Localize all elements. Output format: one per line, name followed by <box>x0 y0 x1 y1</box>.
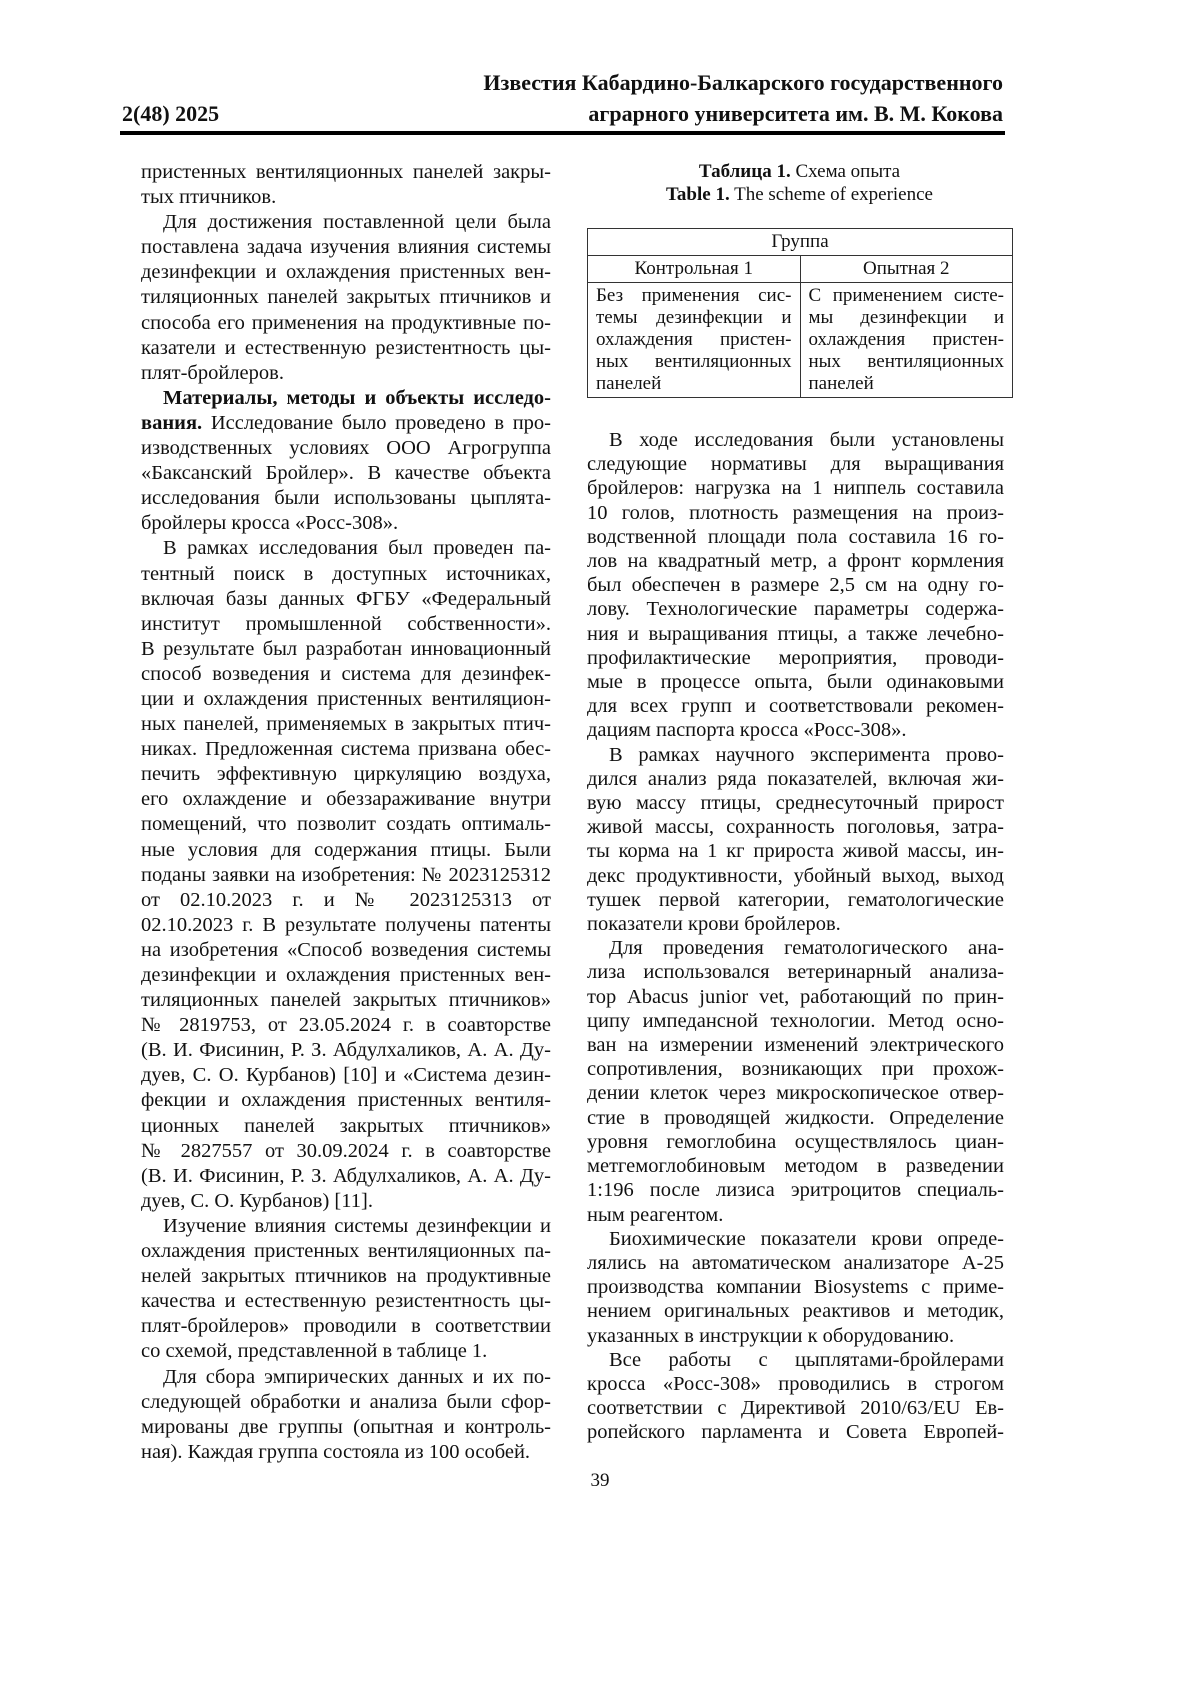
table-cell-line: охлаждения пристен- <box>596 329 792 351</box>
text-line: помещений, что позволит создать оптималь- <box>141 812 551 837</box>
text-line: фекции и охлаждения пристенных вентиля- <box>141 1088 551 1113</box>
header-rule <box>120 131 1005 135</box>
text-line: мые в процессе опыта, были одинаковыми <box>587 670 1004 694</box>
text-line <box>141 386 551 411</box>
text-line: указанных в инструкции к оборудованию. <box>587 1324 1004 1348</box>
paragraph <box>587 743 1004 937</box>
text-line: дуев, С. О. Курбанов) [10] и «Система дезин- <box>141 1063 551 1088</box>
text-line: от 02.10.2023 г. и № 2023125313 от <box>141 888 551 913</box>
text-line: бройлеры кросса «Росс-308». <box>141 511 551 536</box>
table-group-header: Группа <box>588 229 1013 256</box>
text-line: для всех групп и соответствовали рекомен- <box>587 694 1004 718</box>
text-line: ные условия для содержания птицы. Были <box>141 838 551 863</box>
text-line: тиляционных панелей закрытых птичников» <box>141 988 551 1013</box>
paragraph <box>587 428 1004 743</box>
text-line: дении клеток через микроскопическое отвер- <box>587 1081 1004 1105</box>
right-column <box>587 428 1004 1445</box>
text-line: его охлаждение и обеззараживание внутри <box>141 787 551 812</box>
journal-title-line-1: Известия Кабардино-Балкарского государственного <box>483 70 1003 96</box>
text-line: лиза использовался ветеринарный анализа- <box>587 960 1004 984</box>
table-cell-control <box>588 283 801 398</box>
paragraph <box>141 210 551 386</box>
text-line: ван на измерении изменений электрического <box>587 1033 1004 1057</box>
text-line: 02.10.2023 г. В результате получены патенты <box>141 913 551 938</box>
text-line: качества и естественную резистентность цы- <box>141 1289 551 1314</box>
text-line: тушек первой категории, гематологические <box>587 888 1004 912</box>
text-line: вую массу птицы, среднесуточный прирост <box>587 791 1004 815</box>
text-line: Изучение влияния системы дезинфекции и <box>141 1214 551 1239</box>
text-line: водственной площади пола составила 16 го- <box>587 525 1004 549</box>
text-line: Для сбора эмпирических данных и их по- <box>141 1365 551 1390</box>
text-line: нением оригинальных реактивов и методик, <box>587 1299 1004 1323</box>
text-line: тых птичников. <box>141 185 551 210</box>
text-line: В рамках исследования был проведен па- <box>141 536 551 561</box>
paragraph <box>141 536 551 1214</box>
text-line: № 2827557 от 30.09.2024 г. в соавторстве <box>141 1139 551 1164</box>
text-line: производства компании Biosystems с приме- <box>587 1275 1004 1299</box>
table-cell-line: мы дезинфекции и <box>809 307 1005 329</box>
paragraph <box>141 1214 551 1365</box>
experiment-scheme-table <box>587 228 1013 398</box>
text-line: стие в проводящей жидкости. Определение <box>587 1106 1004 1130</box>
table-cell-line: охлаждения пристен- <box>809 329 1005 351</box>
paragraph <box>587 936 1004 1226</box>
text-line: плят-бройлеров. <box>141 361 551 386</box>
text-line: ты корма на 1 кг прироста живой массы, ин- <box>587 839 1004 863</box>
text-line: дуев, С. О. Курбанов) [11]. <box>141 1189 551 1214</box>
text-line: был обеспечен в размере 2,5 см на одну го- <box>587 573 1004 597</box>
table-caption <box>587 160 1012 206</box>
text-line: никах. Предложенная система призвана обес- <box>141 737 551 762</box>
text-line: пристенных вентиляционных панелей закры- <box>141 160 551 185</box>
issue-number: 2(48) 2025 <box>122 101 219 127</box>
table-cell-experimental <box>800 283 1013 398</box>
text-line: ния и выращивания птицы, а также лечебно- <box>587 622 1004 646</box>
text-line: следующей обработки и анализа были сфор- <box>141 1390 551 1415</box>
text-line: В ходе исследования были установлены <box>587 428 1004 452</box>
text-line: В рамках научного эксперимента прово- <box>587 743 1004 767</box>
text-line: ропейского парламента и Совета Европей- <box>587 1420 1004 1444</box>
text-line: Биохимические показатели крови опреде- <box>587 1227 1004 1251</box>
text-line: печить эффективную циркуляцию воздуха, <box>141 762 551 787</box>
text-line: дезинфекции и охлаждения пристенных вен- <box>141 963 551 988</box>
text-line: казатели и естественную резистентность цы- <box>141 336 551 361</box>
text-line: плят-бройлеров» проводили в соответствии <box>141 1314 551 1339</box>
text-line: ная). Каждая группа состояла из 100 особей. <box>141 1440 551 1465</box>
text-line: показатели крови бройлеров. <box>587 912 1004 936</box>
text-line: ным реагентом. <box>587 1203 1004 1227</box>
table-caption-en-label: Table 1. <box>666 184 730 205</box>
text-line: со схемой, представленной в таблице 1. <box>141 1339 551 1364</box>
paragraph <box>587 1227 1004 1348</box>
table-caption-en: The scheme of experience <box>730 184 933 205</box>
text-line: (В. И. Фисинин, Р. З. Абдулхаликов, А. А. Ду- <box>141 1164 551 1189</box>
text-line: тиляционных панелей закрытых птичников и <box>141 285 551 310</box>
text-line: лялись на автоматическом анализаторе А-25 <box>587 1251 1004 1275</box>
table-cell-line: темы дезинфекции и <box>596 307 792 329</box>
text-line: охлаждения пристенных вентиляционных па- <box>141 1239 551 1264</box>
text-line: следующие нормативы для выращивания <box>587 452 1004 476</box>
text-line: лову. Технологические параметры содержа- <box>587 597 1004 621</box>
text-line: ционных панелей закрытых птичников» <box>141 1114 551 1139</box>
text-line: способ возведения и система для дезинфек- <box>141 662 551 687</box>
text-line: кросса «Росс-308» проводились в строгом <box>587 1372 1004 1396</box>
text-line: поставлена задача изучения влияния системы <box>141 235 551 260</box>
paragraph <box>141 386 551 537</box>
text-line: исследования были использованы цыплята- <box>141 486 551 511</box>
table-cell-line: Без применения сис- <box>596 285 792 307</box>
text-line: уровня гемоглобина осуществлялось циан- <box>587 1130 1004 1154</box>
text-line <box>141 411 551 436</box>
text-line: Все работы с цыплятами-бройлерами <box>587 1348 1004 1372</box>
journal-title-line-2: аграрного университета им. В. М. Кокова <box>588 101 1003 127</box>
text-line: декс продуктивности, убойный выход, выход <box>587 864 1004 888</box>
text-line: способа его применения на продуктивные по- <box>141 311 551 336</box>
table-caption-ru-label: Таблица 1. <box>699 161 791 182</box>
text-line: ных панелей, применяемых в закрытых птич- <box>141 712 551 737</box>
text-line: (В. И. Фисинин, Р. З. Абдулхаликов, А. А. Ду- <box>141 1038 551 1063</box>
text-line: профилактические мероприятия, проводи- <box>587 646 1004 670</box>
text-line: сопротивления, возникающих при прохож- <box>587 1057 1004 1081</box>
text-line: бройлеров: нагрузка на 1 ниппель составила <box>587 476 1004 500</box>
table-cell-line: ных вентиляционных <box>596 351 792 373</box>
text-line: ции и охлаждения пристенных вентиляцион- <box>141 687 551 712</box>
text-line: № 2819753, от 23.05.2024 г. в соавторстве <box>141 1013 551 1038</box>
table-cell-line: панелей <box>596 373 792 395</box>
text-line: соответствии с Директивой 2010/63/EU Ев- <box>587 1396 1004 1420</box>
text-run: Исследование было проведено в про- <box>202 412 551 434</box>
bold-heading: вания. <box>141 412 202 434</box>
text-line: 10 голов, плотность размещения на произ- <box>587 501 1004 525</box>
text-line: лов на квадратный метр, а фронт кормления <box>587 549 1004 573</box>
text-line: нелей закрытых птичников на продуктивные <box>141 1264 551 1289</box>
text-line: ципу импедансной технологии. Метод осно- <box>587 1009 1004 1033</box>
paragraph <box>141 1365 551 1465</box>
text-line: на изобретения «Способ возведения системы <box>141 938 551 963</box>
text-line: включая базы данных ФГБУ «Федеральный <box>141 587 551 612</box>
table-caption-ru: Схема опыта <box>791 161 900 182</box>
bold-heading: Материалы, методы и объекты исследо- <box>163 387 551 409</box>
table-cell-line: С применением систе- <box>809 285 1005 307</box>
table-column-control: Контрольная 1 <box>588 256 801 283</box>
page-number: 39 <box>0 1470 1200 1492</box>
text-line: Для проведения гематологического ана- <box>587 936 1004 960</box>
text-line: В результате был разработан инновационный <box>141 637 551 662</box>
text-line: дезинфекции и охлаждения пристенных вен- <box>141 260 551 285</box>
paragraph <box>587 1348 1004 1445</box>
text-line: мированы две группы (опытная и контроль- <box>141 1415 551 1440</box>
table-cell-line: ных вентиляционных <box>809 351 1005 373</box>
text-line: поданы заявки на изобретения: № 2023125312 <box>141 863 551 888</box>
text-line: институт промышленной собственности». <box>141 612 551 637</box>
text-line: Для достижения поставленной цели была <box>141 210 551 235</box>
paragraph <box>141 160 551 210</box>
text-line: живой массы, сохранность поголовья, затра- <box>587 815 1004 839</box>
text-line: тор Abacus junior vet, работающий по прин- <box>587 985 1004 1009</box>
table-cell-line: панелей <box>809 373 1005 395</box>
text-line: тентный поиск в доступных источниках, <box>141 562 551 587</box>
text-line: метгемоглобиновым методом в разведении <box>587 1154 1004 1178</box>
text-line: изводственных условиях ООО Агрогруппа <box>141 436 551 461</box>
text-line: «Баксанский Бройлер». В качестве объекта <box>141 461 551 486</box>
text-line: дился анализ ряда показателей, включая жи- <box>587 767 1004 791</box>
text-line: 1:196 после лизиса эритроцитов специаль- <box>587 1178 1004 1202</box>
text-line: дациям паспорта кросса «Росс-308». <box>587 718 1004 742</box>
table-column-experimental: Опытная 2 <box>800 256 1013 283</box>
left-column <box>141 160 551 1465</box>
